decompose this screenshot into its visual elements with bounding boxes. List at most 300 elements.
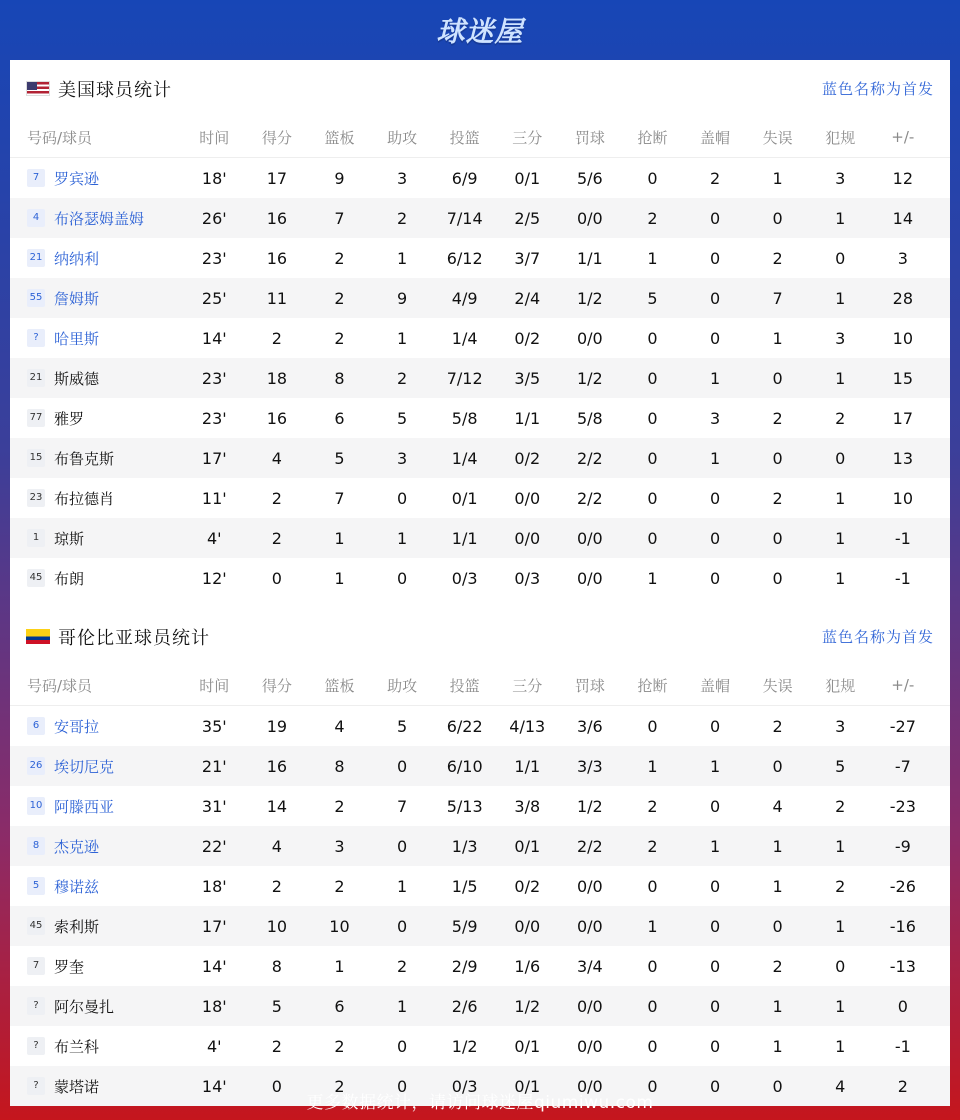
stat-cell: 17' <box>201 448 227 468</box>
player-cell <box>10 248 183 269</box>
stat-cell: 1/4 <box>451 448 478 468</box>
team-section-1 <box>10 608 950 1106</box>
jersey-number: 45 <box>27 917 45 935</box>
stat-cell: 7/14 <box>446 208 483 228</box>
stat-cell: 1 <box>772 1036 783 1056</box>
column-header: 得分 <box>261 128 292 147</box>
stat-cell: 23' <box>201 368 227 388</box>
stat-cell: 0 <box>396 916 408 936</box>
stat-cell: 1/2 <box>514 996 541 1016</box>
column-header: 号码/球员 <box>27 676 93 695</box>
stat-cell: 4 <box>334 716 345 736</box>
player-row[interactable] <box>10 358 950 398</box>
column-header: 得分 <box>261 676 292 695</box>
stat-cell: 0/2 <box>514 448 541 468</box>
stat-cell: 16 <box>266 208 288 228</box>
stat-cell: 2 <box>334 248 345 268</box>
stat-cell: 1 <box>835 368 846 388</box>
us-flag-icon <box>26 81 50 96</box>
stat-cell: 15 <box>892 368 913 388</box>
column-header: +/- <box>891 676 915 694</box>
player-cell <box>10 568 183 589</box>
stat-cell: 2 <box>647 796 658 816</box>
stat-cell: 5 <box>647 288 658 308</box>
stat-cell: 3 <box>334 836 345 856</box>
stat-cell: 1 <box>334 528 345 548</box>
stat-cell: 0/0 <box>514 488 541 508</box>
stat-cell: 21' <box>201 756 227 776</box>
player-row[interactable] <box>10 706 950 746</box>
stat-cell: 2 <box>396 368 408 388</box>
player-cell <box>10 448 183 469</box>
stat-cell: 1/2 <box>451 1036 478 1056</box>
stat-cell: 0 <box>709 876 721 896</box>
section-title-wrap <box>26 76 172 102</box>
stat-cell: 0 <box>647 1076 658 1096</box>
stat-cell: 2 <box>271 528 282 548</box>
column-header: 助攻 <box>387 676 418 695</box>
stat-cell: 0/0 <box>576 208 603 228</box>
stat-cell: 0 <box>271 1076 282 1096</box>
player-row[interactable] <box>10 198 950 238</box>
player-row[interactable] <box>10 1026 950 1066</box>
stat-cell: 1 <box>396 996 408 1016</box>
column-header: 盖帽 <box>700 128 731 147</box>
stat-cell: 2/9 <box>451 956 478 976</box>
stat-cell: 0 <box>647 996 658 1016</box>
stat-cell: 14 <box>892 208 913 228</box>
stat-cell: 4 <box>835 1076 846 1096</box>
player-name[interactable]: 琼斯 <box>54 529 85 548</box>
player-name[interactable]: 安哥拉 <box>54 717 100 736</box>
stat-cell: 8 <box>334 756 345 776</box>
player-cell <box>10 756 183 777</box>
stat-cell: 16 <box>266 408 288 428</box>
player-row[interactable] <box>10 786 950 826</box>
stat-cell: 0/0 <box>514 916 541 936</box>
flag-canton <box>27 82 37 90</box>
column-header: 犯规 <box>825 128 856 147</box>
player-row[interactable] <box>10 158 950 198</box>
stat-cell: 0/1 <box>514 1076 541 1096</box>
stat-cell: 2 <box>334 876 345 896</box>
player-row[interactable] <box>10 238 950 278</box>
jersey-number: 4 <box>27 209 45 227</box>
jersey-number: 23 <box>27 489 45 507</box>
column-header: 失误 <box>762 128 793 147</box>
stat-cell: 2/2 <box>576 488 603 508</box>
stat-cell: 10 <box>892 328 913 348</box>
player-row[interactable] <box>10 438 950 478</box>
stat-cell: 5/6 <box>576 168 603 188</box>
stat-cell: 2 <box>396 208 408 228</box>
player-row[interactable] <box>10 398 950 438</box>
stat-cell: 3/8 <box>514 796 541 816</box>
stat-cell: 0/1 <box>451 488 478 508</box>
stat-cell: 3 <box>396 168 408 188</box>
player-cell <box>10 956 183 977</box>
stat-cell: 1 <box>647 248 658 268</box>
column-header-row <box>10 665 950 706</box>
stat-cell: 0 <box>647 368 658 388</box>
column-header: 篮板 <box>324 676 355 695</box>
stat-cell: 1 <box>835 836 846 856</box>
stat-cell: 2 <box>835 876 846 896</box>
stat-cell: -7 <box>894 756 911 776</box>
stat-cell: 1 <box>709 836 721 856</box>
jersey-number: 21 <box>27 369 45 387</box>
stat-cell: 0/3 <box>451 1076 478 1096</box>
jersey-number: 7 <box>27 957 45 975</box>
stat-cell: -13 <box>889 956 916 976</box>
logo: 球迷屋 <box>436 15 524 48</box>
stat-cell: 2 <box>271 876 282 896</box>
player-name[interactable]: 杰克逊 <box>54 837 100 856</box>
player-cell <box>10 328 183 349</box>
player-name[interactable]: 布洛瑟姆盖姆 <box>54 209 145 228</box>
player-name[interactable]: 罗奎 <box>54 957 85 976</box>
player-cell <box>10 528 183 549</box>
stat-cell: 0/0 <box>576 328 603 348</box>
stat-cell: 1 <box>647 568 658 588</box>
stat-cell: 1 <box>334 956 345 976</box>
stat-cell: 4/9 <box>451 288 478 308</box>
stat-cell: 1 <box>772 876 783 896</box>
column-header: 篮板 <box>324 128 355 147</box>
player-name[interactable]: 雅罗 <box>54 409 85 428</box>
stat-cell: 0 <box>772 756 783 776</box>
player-row[interactable] <box>10 826 950 866</box>
stat-cell: 12 <box>892 168 913 188</box>
jersey-number: 5 <box>27 877 45 895</box>
stat-cell: 7 <box>334 208 345 228</box>
stat-cell: 0 <box>772 368 783 388</box>
stat-cell: 10 <box>329 916 350 936</box>
stat-cell: 28 <box>892 288 913 308</box>
stat-cell: 0 <box>709 208 721 228</box>
jersey-number: 10 <box>27 797 45 815</box>
stat-cell: 16 <box>266 248 288 268</box>
stat-cell: 0/0 <box>576 568 603 588</box>
stat-cell: 0 <box>835 248 846 268</box>
footer-text[interactable]: 更多数据统计，请访问球迷屋qiumiwu.com <box>306 1092 654 1113</box>
player-name[interactable]: 布拉德肖 <box>54 489 115 508</box>
stat-cell: 3/7 <box>514 248 541 268</box>
stat-cell: 3 <box>396 448 408 468</box>
stat-cell: 4' <box>207 528 222 548</box>
stat-cell: 1/2 <box>576 796 603 816</box>
stat-cell: 14' <box>201 328 227 348</box>
stat-cell: 1 <box>709 368 721 388</box>
stat-cell: 0 <box>709 488 721 508</box>
stat-cell: 0 <box>772 568 783 588</box>
stat-cell: 9 <box>396 288 408 308</box>
column-header: 失误 <box>762 676 793 695</box>
stat-cell: 0/3 <box>451 568 478 588</box>
stat-cell: 0/1 <box>514 836 541 856</box>
player-name[interactable]: 布兰科 <box>54 1037 100 1056</box>
stat-cell: 0 <box>271 568 282 588</box>
stat-cell: 17 <box>892 408 913 428</box>
stat-cell: -27 <box>889 716 916 736</box>
stat-cell: 22' <box>201 836 227 856</box>
player-row[interactable] <box>10 318 950 358</box>
player-cell <box>10 796 183 817</box>
stat-cell: 1 <box>835 916 846 936</box>
stat-cell: 0 <box>709 956 721 976</box>
stat-cell: 1 <box>709 448 721 468</box>
section-title: 哥伦比亚球员统计 <box>58 627 210 649</box>
stat-cell: -9 <box>894 836 911 856</box>
stat-cell: 0/3 <box>514 568 541 588</box>
stat-cell: -1 <box>894 568 911 588</box>
stat-cell: 5/8 <box>451 408 478 428</box>
stat-cell: 2 <box>271 1036 282 1056</box>
stat-cell: 0/0 <box>576 1036 603 1056</box>
player-name[interactable]: 埃切尼克 <box>54 757 115 776</box>
stat-cell: 3/3 <box>576 756 603 776</box>
stat-cell: 7 <box>772 288 783 308</box>
stat-cell: 31' <box>201 796 227 816</box>
stat-cell: 11 <box>266 288 288 308</box>
stat-cell: 0 <box>772 1076 783 1096</box>
stat-cell: 0 <box>396 568 408 588</box>
player-cell <box>10 208 183 229</box>
stat-cell: 2/6 <box>451 996 478 1016</box>
player-row[interactable] <box>10 746 950 786</box>
top-bar <box>0 0 960 60</box>
stat-cell: -26 <box>889 876 916 896</box>
jersey-number: 21 <box>27 249 45 267</box>
stat-cell: 6 <box>334 996 345 1016</box>
stat-cell: 2 <box>334 1036 345 1056</box>
stat-cell: 0/0 <box>576 1076 603 1096</box>
stat-cell: 0 <box>709 528 721 548</box>
stat-cell: 3 <box>835 168 846 188</box>
stat-cell: 14 <box>266 796 288 816</box>
stat-cell: 6/10 <box>446 756 483 776</box>
stat-cell: 0 <box>396 836 408 856</box>
stat-cell: 0 <box>709 568 721 588</box>
stat-cell: 0 <box>709 996 721 1016</box>
player-name[interactable]: 哈里斯 <box>54 329 100 348</box>
stat-cell: 0/2 <box>514 328 541 348</box>
stat-cell: 1 <box>647 756 658 776</box>
stat-cell: 1 <box>835 1036 846 1056</box>
stat-cell: 3/4 <box>576 956 603 976</box>
stat-cell: 1/4 <box>451 328 478 348</box>
stat-cell: 3 <box>709 408 721 428</box>
stat-cell: 13 <box>892 448 913 468</box>
colombia-flag-icon <box>26 629 50 644</box>
stat-cell: 1 <box>835 996 846 1016</box>
stat-cell: 1 <box>835 568 846 588</box>
jersey-number: 77 <box>27 409 45 427</box>
stat-cell: 18' <box>201 168 227 188</box>
player-name[interactable]: 罗宾逊 <box>54 169 100 188</box>
player-cell <box>10 368 183 389</box>
stat-cell: -16 <box>889 916 916 936</box>
section-header <box>10 608 950 665</box>
stat-cell: 1 <box>334 568 345 588</box>
stat-cell: 23' <box>201 248 227 268</box>
column-header: 抢断 <box>637 128 668 147</box>
jersey-number: ? <box>27 1077 45 1095</box>
stat-cell: 18' <box>201 996 227 1016</box>
stat-cell: 4' <box>207 1036 222 1056</box>
player-name[interactable]: 布朗 <box>54 569 85 588</box>
stats-card <box>10 60 950 1096</box>
stat-cell: 5 <box>396 716 408 736</box>
stat-cell: 0/2 <box>514 876 541 896</box>
player-name[interactable]: 阿尔曼扎 <box>54 997 115 1016</box>
stat-cell: -23 <box>889 796 916 816</box>
stat-cell: 2 <box>334 1076 345 1096</box>
stat-cell: 2/2 <box>576 836 603 856</box>
player-name[interactable]: 阿滕西亚 <box>54 797 115 816</box>
stat-cell: 0 <box>709 916 721 936</box>
team-section-0 <box>10 60 950 598</box>
stat-cell: 2/5 <box>514 208 541 228</box>
stat-cell: 4 <box>772 796 783 816</box>
stat-cell: 2 <box>271 488 282 508</box>
jersey-number: 45 <box>27 569 45 587</box>
player-name[interactable]: 詹姆斯 <box>54 289 100 308</box>
stat-cell: 1/6 <box>514 956 541 976</box>
player-name[interactable]: 布鲁克斯 <box>54 449 115 468</box>
player-cell <box>10 288 183 309</box>
player-row[interactable] <box>10 278 950 318</box>
stat-cell: 0 <box>835 448 846 468</box>
player-row[interactable] <box>10 518 950 558</box>
stat-cell: 2 <box>334 328 345 348</box>
stat-cell: 8 <box>334 368 345 388</box>
stat-cell: 1/2 <box>576 368 603 388</box>
jersey-number: 8 <box>27 837 45 855</box>
stat-cell: 1 <box>396 528 408 548</box>
stat-cell: 0 <box>396 1076 408 1096</box>
stat-cell: 1 <box>835 528 846 548</box>
stat-cell: 0 <box>897 996 908 1016</box>
stat-cell: 35' <box>201 716 227 736</box>
stat-cell: 1 <box>396 876 408 896</box>
stat-cell: 4 <box>271 836 282 856</box>
stat-cell: 5 <box>334 448 345 468</box>
starter-legend: 蓝色名称为首发 <box>821 628 934 646</box>
player-name[interactable]: 斯威德 <box>54 369 100 388</box>
stat-cell: 6 <box>334 408 345 428</box>
section-header <box>10 60 950 117</box>
stat-cell: 16 <box>266 756 288 776</box>
stat-cell: 14' <box>201 1076 227 1096</box>
stat-cell: 0 <box>709 1076 721 1096</box>
player-row[interactable] <box>10 906 950 946</box>
starter-legend: 蓝色名称为首发 <box>821 80 934 98</box>
stat-cell: 19 <box>266 716 288 736</box>
stat-cell: 5/9 <box>451 916 478 936</box>
player-cell <box>10 996 183 1017</box>
stat-cell: 1/1 <box>576 248 603 268</box>
stat-cell: 1 <box>772 836 783 856</box>
stat-cell: 1/1 <box>451 528 478 548</box>
stat-cell: 0 <box>772 448 783 468</box>
stat-cell: 0 <box>647 876 658 896</box>
stat-cell: 2 <box>709 168 721 188</box>
player-name[interactable]: 纳纳利 <box>54 249 100 268</box>
stat-cell: 3/5 <box>514 368 541 388</box>
column-header: 投篮 <box>449 128 480 147</box>
column-header: 投篮 <box>449 676 480 695</box>
stat-cell: 2 <box>772 488 783 508</box>
stat-cell: 2 <box>772 408 783 428</box>
stat-cell: 0 <box>647 448 658 468</box>
stat-cell: 4/13 <box>509 716 546 736</box>
stat-cell: 1 <box>772 168 783 188</box>
player-cell <box>10 716 183 737</box>
jersey-number: 6 <box>27 717 45 735</box>
stat-cell: 2 <box>647 208 658 228</box>
stat-cell: 2 <box>897 1076 908 1096</box>
stat-cell: 0 <box>647 528 658 548</box>
player-cell <box>10 168 183 189</box>
stat-cell: 18 <box>266 368 288 388</box>
stat-cell: 1 <box>772 328 783 348</box>
stat-cell: 17 <box>266 168 288 188</box>
player-row[interactable] <box>10 866 950 906</box>
stat-cell: 0 <box>396 488 408 508</box>
stat-cell: 2 <box>334 288 345 308</box>
stat-cell: 8 <box>271 956 282 976</box>
stat-cell: 7/12 <box>446 368 483 388</box>
stat-cell: 5 <box>396 408 408 428</box>
stat-cell: 14' <box>201 956 227 976</box>
stat-cell: 0/0 <box>576 528 603 548</box>
player-row[interactable] <box>10 986 950 1026</box>
player-name[interactable]: 索利斯 <box>54 917 100 936</box>
column-header-row <box>10 117 950 158</box>
stat-cell: 1/1 <box>514 756 541 776</box>
stat-cell: 18' <box>201 876 227 896</box>
stat-cell: 1 <box>396 328 408 348</box>
column-header: 三分 <box>512 676 543 695</box>
player-row[interactable] <box>10 558 950 598</box>
stat-cell: 0 <box>647 716 658 736</box>
player-row[interactable] <box>10 946 950 986</box>
stat-cell: 0 <box>647 408 658 428</box>
stat-cell: 10 <box>266 916 288 936</box>
stat-cell: 25' <box>201 288 227 308</box>
player-name[interactable]: 穆诺兹 <box>54 877 100 896</box>
stat-cell: 1/2 <box>576 288 603 308</box>
stat-cell: 3/6 <box>576 716 603 736</box>
stat-cell: 2 <box>772 716 783 736</box>
stat-cell: 0 <box>647 488 658 508</box>
stat-cell: 1/1 <box>514 408 541 428</box>
stat-cell: 12' <box>201 568 227 588</box>
stat-cell: 0 <box>709 288 721 308</box>
stat-cell: 5 <box>271 996 282 1016</box>
player-name[interactable]: 蒙塔诺 <box>54 1077 100 1096</box>
jersey-number: 7 <box>27 169 45 187</box>
player-row[interactable] <box>10 478 950 518</box>
stat-cell: 0 <box>709 328 721 348</box>
stat-cell: 0 <box>709 716 721 736</box>
player-cell <box>10 876 183 897</box>
stat-cell: 0 <box>396 1036 408 1056</box>
stat-cell: 23' <box>201 408 227 428</box>
column-header: +/- <box>891 128 915 146</box>
stat-cell: 17' <box>201 916 227 936</box>
